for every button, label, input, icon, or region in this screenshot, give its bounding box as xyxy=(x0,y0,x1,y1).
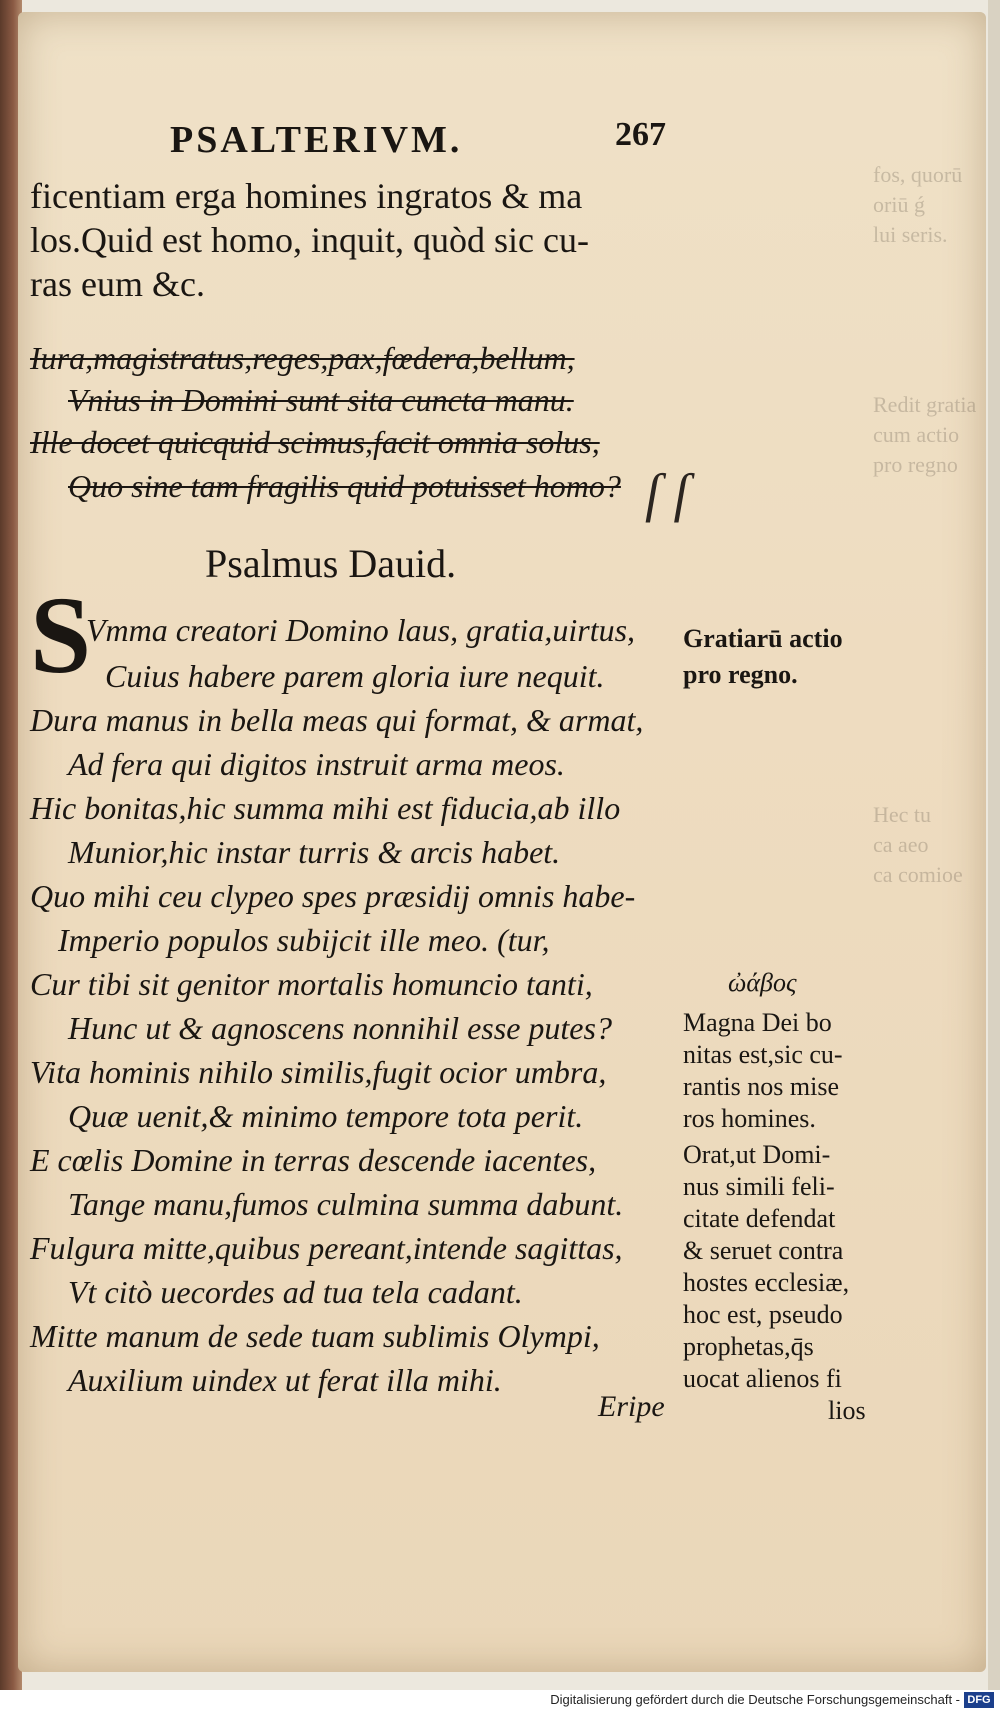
page-edge xyxy=(988,0,1000,1714)
handwritten-annotation: ſ ſ xyxy=(645,463,689,523)
show-through-text: pro regno xyxy=(873,452,958,477)
verse-line: Cur tibi sit genitor mortalis homuncio tanti, xyxy=(30,966,593,1002)
verse-line: Hic bonitas,hic summa mihi est fiducia,ab illo xyxy=(30,790,621,826)
catchword: Eripe xyxy=(598,1390,665,1423)
psalm-title: Psalmus Dauid. xyxy=(205,541,457,586)
verse-line: Vmma creatori Domino laus, gratia,uirtus, xyxy=(86,612,636,648)
show-through-text: cum actio xyxy=(873,422,960,447)
verse-line: E cœlis Domine in terras descende iacentes, xyxy=(30,1142,597,1178)
show-through-text: Hec tu xyxy=(873,802,932,827)
margin-note-line: Orat,ut Domi- xyxy=(683,1140,831,1169)
struck-verse-line: Ille docet quicquid scimus,facit omnia solus, xyxy=(30,424,600,460)
verse-line: Vt citò uecordes ad tua tela cadant. xyxy=(68,1274,523,1310)
verse-line: Ad fera qui digitos instruit arma meos. xyxy=(68,746,565,782)
verse-line: Quo mihi ceu clypeo spes præsidij omnis habe- xyxy=(30,878,636,914)
show-through-text: lui seris. xyxy=(873,222,948,247)
show-through-text: ca aeo xyxy=(873,832,929,857)
margin-note-line: nus simili feli- xyxy=(683,1172,835,1201)
verse-line: Hunc ut & agnoscens nonnihil esse putes? xyxy=(68,1010,612,1046)
prose-line: ras eum &c. xyxy=(30,264,205,304)
show-through-text: ca comioe xyxy=(873,862,963,887)
verse-line: Imperio populos subijcit ille meo. (tur, xyxy=(58,922,550,958)
margin-note-line: ros homines. xyxy=(683,1104,816,1133)
margin-note-line: prophetas,q̄s xyxy=(683,1332,814,1361)
verse-line: Quæ uenit,& minimo tempore tota perit. xyxy=(68,1098,584,1134)
verse-line: Auxilium uindex ut ferat illa mihi. xyxy=(68,1362,502,1398)
margin-note-line: lios xyxy=(828,1396,866,1425)
struck-verse-line: Iura,magistratus,reges,pax,fœdera,bellum, xyxy=(30,340,575,376)
page-number: 267 xyxy=(615,116,666,153)
verse-line: Mitte manum de sede tuam sublimis Olympi, xyxy=(30,1318,600,1354)
verse-line: Cuius habere parem gloria iure nequit. xyxy=(105,658,605,694)
prose-line: los.Quid est homo, inquit, quòd sic cu- xyxy=(30,220,589,260)
margin-note-line: Magna Dei bo xyxy=(683,1008,832,1037)
show-through-text: fos, quorū xyxy=(873,162,963,187)
prose-line: ficentiam erga homines ingratos & ma xyxy=(30,176,583,216)
margin-note-line: Gratiarū actio xyxy=(683,624,843,653)
digitization-credit: Digitalisierung gefördert durch die Deutsche Forschungsgemeinschaft - xyxy=(550,1692,960,1707)
margin-note-line: hoc est, pseudo xyxy=(683,1300,843,1329)
margin-note-line: & seruet contra xyxy=(683,1236,844,1265)
verse-line: Munior,hic instar turris & arcis habet. xyxy=(68,834,561,870)
show-through-text: oriū ǵ xyxy=(873,192,925,217)
running-title: PSALTERIVM. xyxy=(170,119,463,161)
verse-line: Dura manus in bella meas qui format, & armat, xyxy=(30,702,644,738)
dfg-logo: DFG xyxy=(964,1692,994,1708)
verse-line: Vita hominis nihilo similis,fugit ocior umbra, xyxy=(30,1054,607,1090)
verse-line: Tange manu,fumos culmina summa dabunt. xyxy=(68,1186,624,1222)
margin-note-line: rantis nos mise xyxy=(683,1072,839,1101)
margin-greek-word: ὠάβος xyxy=(728,968,797,997)
verse-line: Fulgura mitte,quibus pereant,intende sagittas, xyxy=(30,1230,623,1266)
margin-note-line: citate defendat xyxy=(683,1204,836,1233)
margin-note-line: hostes ecclesiæ, xyxy=(683,1268,850,1297)
margin-note-line: pro regno. xyxy=(683,660,798,689)
margin-note-line: nitas est,sic cu- xyxy=(683,1040,843,1069)
struck-verse-line: Quo sine tam fragilis quid potuisset homo? xyxy=(68,468,621,504)
struck-verse-line: Vnius in Domini sunt sita cuncta manu. xyxy=(68,382,574,418)
margin-note-line: uocat alienos fi xyxy=(683,1364,842,1393)
show-through-text: Redit gratia xyxy=(873,392,977,417)
drop-cap: S xyxy=(30,574,92,696)
